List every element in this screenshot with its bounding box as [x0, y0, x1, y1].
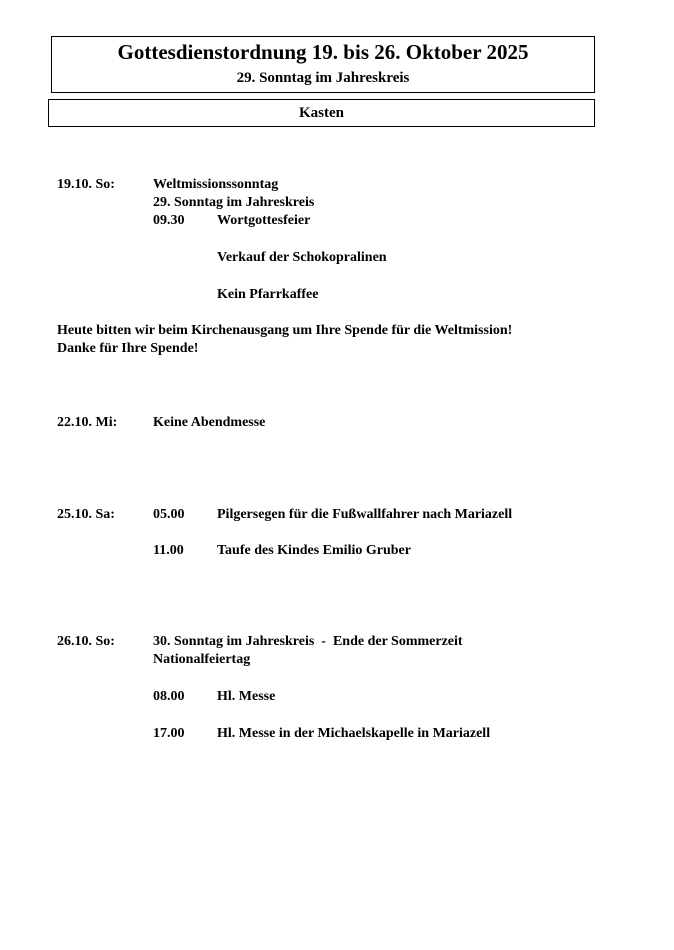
- day4-event1: Hl. Messe: [217, 689, 276, 704]
- day4-time1: 08.00: [153, 689, 185, 704]
- day1-event: Wortgottesfeier: [217, 213, 311, 228]
- day4-line1: 30. Sonntag im Jahreskreis - Ende der Sommerzeit: [153, 634, 463, 649]
- day1-date: 19.10. So:: [57, 177, 115, 192]
- page-subtitle: 29. Sonntag im Jahreskreis: [236, 70, 410, 86]
- day1-line1: Weltmissionssonntag: [153, 177, 279, 192]
- day3-event1: Pilgersegen für die Fußwallfahrer nach Mariazell: [217, 507, 513, 522]
- day4-event2: Hl. Messe in der Michaelskapelle in Mariazell: [217, 726, 491, 741]
- day4-date: 26.10. So:: [57, 634, 115, 649]
- day3-date: 25.10. Sa:: [57, 507, 115, 522]
- day1-note1: Verkauf der Schokopralinen: [217, 250, 387, 265]
- day1-time: 09.30: [153, 213, 185, 228]
- day2-date: 22.10. Mi:: [57, 415, 118, 430]
- day3-time2: 11.00: [153, 543, 184, 558]
- location-box: Kasten: [48, 99, 595, 127]
- day1-appeal2: Danke für Ihre Spende!: [57, 341, 199, 356]
- day4-line2: Nationalfeiertag: [153, 652, 251, 667]
- page-title: Gottesdienstordnung 19. bis 26. Oktober 2025: [117, 40, 529, 64]
- day1-note2: Kein Pfarrkaffee: [217, 287, 319, 302]
- title-box: [51, 36, 595, 93]
- day4-time2: 17.00: [153, 726, 185, 741]
- day3-time1: 05.00: [153, 507, 185, 522]
- day2-line1: Keine Abendmesse: [153, 415, 266, 430]
- day1-appeal1: Heute bitten wir beim Kirchenausgang um Ihre Spende für die Weltmission!: [57, 323, 513, 338]
- day3-event2: Taufe des Kindes Emilio Gruber: [217, 543, 411, 558]
- day1-line2: 29. Sonntag im Jahreskreis: [153, 195, 315, 210]
